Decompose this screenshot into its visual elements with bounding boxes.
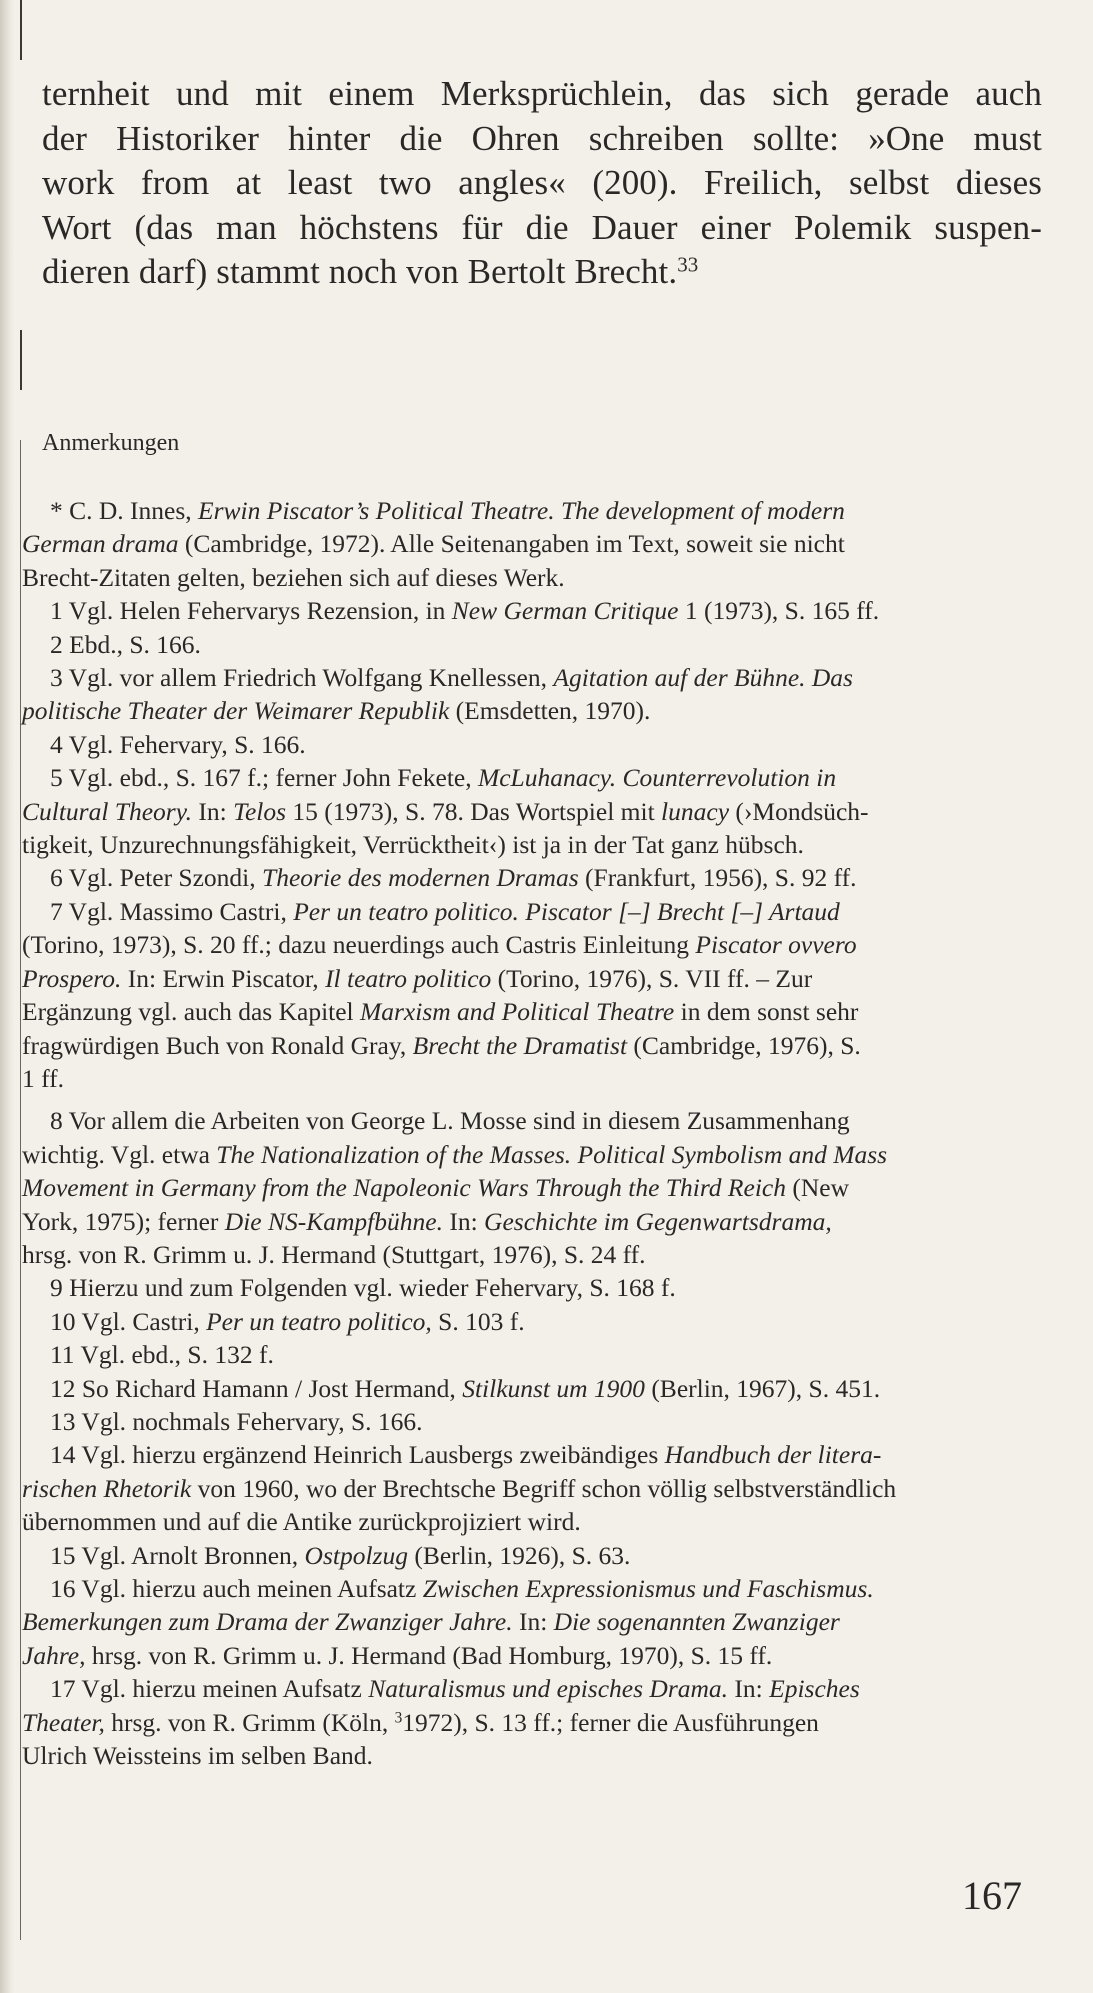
note-8: 8 Vor allem die Arbeiten von George L. Mosse sind in diesem Zusammenhang wichtig. Vgl. etwa The Nationalization of the Masses. Political Symbolism and Mass Movement in Germany from the Napoleonic Wars Through the Third Reich (New York, 1975); ferner Die NS-Kampfbühne. In: Geschichte im Gegenwartsdrama, hrsg. von R. Grimm u. J. Hermand (Stuttgart, 1976), S. 24 ff. — [22, 1106, 888, 1269]
spine-line — [20, 0, 22, 60]
note-number: 9 — [50, 1273, 63, 1303]
note-10: 10 Vgl. Castri, Per un teatro politico, S. 103 f. — [22, 1305, 1030, 1338]
note-13: 13 Vgl. nochmals Fehervary, S. 166. — [22, 1405, 1030, 1438]
note-number: 4 — [50, 729, 63, 759]
note-number: 7 — [50, 896, 63, 926]
body-line: ternheit und mit einem Merksprüchlein, das sich gerade auch — [42, 74, 1042, 113]
note-number: 8 — [50, 1106, 63, 1136]
body-line: Wort (das man höchstens für die Dauer einer Polemik suspen- — [42, 207, 1042, 247]
note-11: 11 Vgl. ebd., S. 132 f. — [22, 1338, 1030, 1371]
note-number: 2 — [50, 629, 63, 659]
note-15: 15 Vgl. Arnolt Bronnen, Ostpolzug (Berlin, 1926), S. 63. — [22, 1539, 1030, 1572]
note-17: 17 Vgl. hierzu meinen Aufsatz Naturalismus und episches Drama. In: Episches Theater, hrsg. von R. Grimm (Köln, $^3$1972), S. 13 ff.; ferner die Ausführungen Ulrich Weissteins im selben Band. — [22, 1674, 860, 1771]
note-14: 14 Vgl. hierzu ergänzend Heinrich Lausbergs zweibändiges Handbuch der litera- rischen Rhetorik von 1960, wo der Brechtsche Begriff schon völlig selbstverständlich übernommen und auf die Antike zurückprojiziert wird. — [22, 1440, 897, 1537]
note-12: 12 So Richard Hamann / Jost Hermand, Stilkunst um 1900 (Berlin, 1967), S. 451. — [22, 1372, 1030, 1405]
note-number: 11 — [50, 1340, 75, 1370]
footnote-ref: 33 — [677, 252, 699, 277]
notes-heading: Anmerkungen — [42, 430, 180, 456]
page-gutter-shadow — [0, 0, 14, 1993]
body-line: der Historiker hinter die Ohren schreiben sollte: »One must — [42, 118, 1042, 158]
note-number: 13 — [50, 1406, 76, 1436]
note-9: 9 Hierzu und zum Folgenden vgl. wieder Fehervary, S. 168 f. — [22, 1271, 1030, 1304]
body-paragraph — [42, 72, 1042, 295]
note-number: 6 — [50, 863, 63, 893]
note-5: 5 Vgl. ebd., S. 167 f.; ferner John Fekete, McLuhanacy. Counterrevolution in Cultural Theory. In: Telos 15 (1973), S. 78. Das Wortspiel mit lunacy (›Mondsüch- tigkeit, Unzurechnungsfähigkeit, Verrücktheit‹) ist ja in der Tat ganz hübsch. — [22, 763, 869, 860]
note-2: 2 Ebd., S. 166. — [22, 628, 1030, 661]
note-number: 5 — [50, 763, 63, 793]
note-16: 16 Vgl. hierzu auch meinen Aufsatz Zwischen Expressionismus und Faschismus. Bemerkungen zum Drama der Zwanziger Jahre. In: Die sogenannten Zwanziger Jahre, hrsg. von R. Grimm u. J. Hermand (Bad Homburg, 1970), S. 15 ff. — [22, 1574, 874, 1670]
note-number: 10 — [50, 1306, 76, 1336]
body-line — [42, 250, 1042, 295]
note-1: 1 Vgl. Helen Fehervarys Rezension, in New German Critique 1 (1973), S. 165 ff. — [22, 594, 1030, 627]
note-3: 3 Vgl. vor allem Friedrich Wolfgang Knellessen, Agitation auf der Bühne. Das politische Theater der Weimarer Republik (Emsdetten, 1970). — [22, 663, 853, 726]
note-7: 7 Vgl. Massimo Castri, Per un teatro politico. Piscator [–] Brecht [–] Artaud (Torino, 1973), S. 20 ff.; dazu neuerdings auch Castris Einleitung Piscator ovvero Prospero. In: Erwin Piscator, Il teatro politico (Torino, 1976), S. VII ff. – Zur Ergänzung vgl. auch das Kapitel Marxism and Political Theatre in dem sonst sehr fragwürdigen Buch von Ronald Gray, Brecht the Dramatist (Cambridge, 1976), S. 1 ff. — [22, 896, 861, 1093]
note-number: 3 — [50, 663, 63, 693]
body-line: work from at least two angles« (200). Freilich, selbst dieses — [42, 163, 1042, 202]
page-number: 167 — [962, 1873, 1022, 1918]
note-number: 15 — [50, 1540, 76, 1570]
body-line-text: dieren darf) stammt noch von Bertolt Brecht. — [42, 252, 678, 291]
note-marker: * — [50, 496, 63, 525]
note-number: 14 — [50, 1440, 76, 1470]
spine-line — [20, 440, 21, 1940]
note-number: 1 — [50, 596, 63, 626]
note-4: 4 Vgl. Fehervary, S. 166. — [22, 728, 1030, 761]
note-number: 12 — [50, 1373, 76, 1403]
footnotes — [22, 494, 1030, 1772]
note-6: 6 Vgl. Peter Szondi, Theorie des modernen Dramas (Frankfurt, 1956), S. 92 ff. — [22, 861, 1030, 894]
note-number: 17 — [50, 1674, 76, 1704]
spine-line — [20, 330, 22, 390]
note-number: 16 — [50, 1574, 76, 1603]
note-star: * C. D. Innes, Erwin Piscator’s Political Theatre. The development of modern German drama (Cambridge, 1972). Alle Seitenangaben im Text, soweit sie nicht Brecht-Zitaten gelten, beziehen sich auf dieses Werk. — [22, 496, 845, 592]
